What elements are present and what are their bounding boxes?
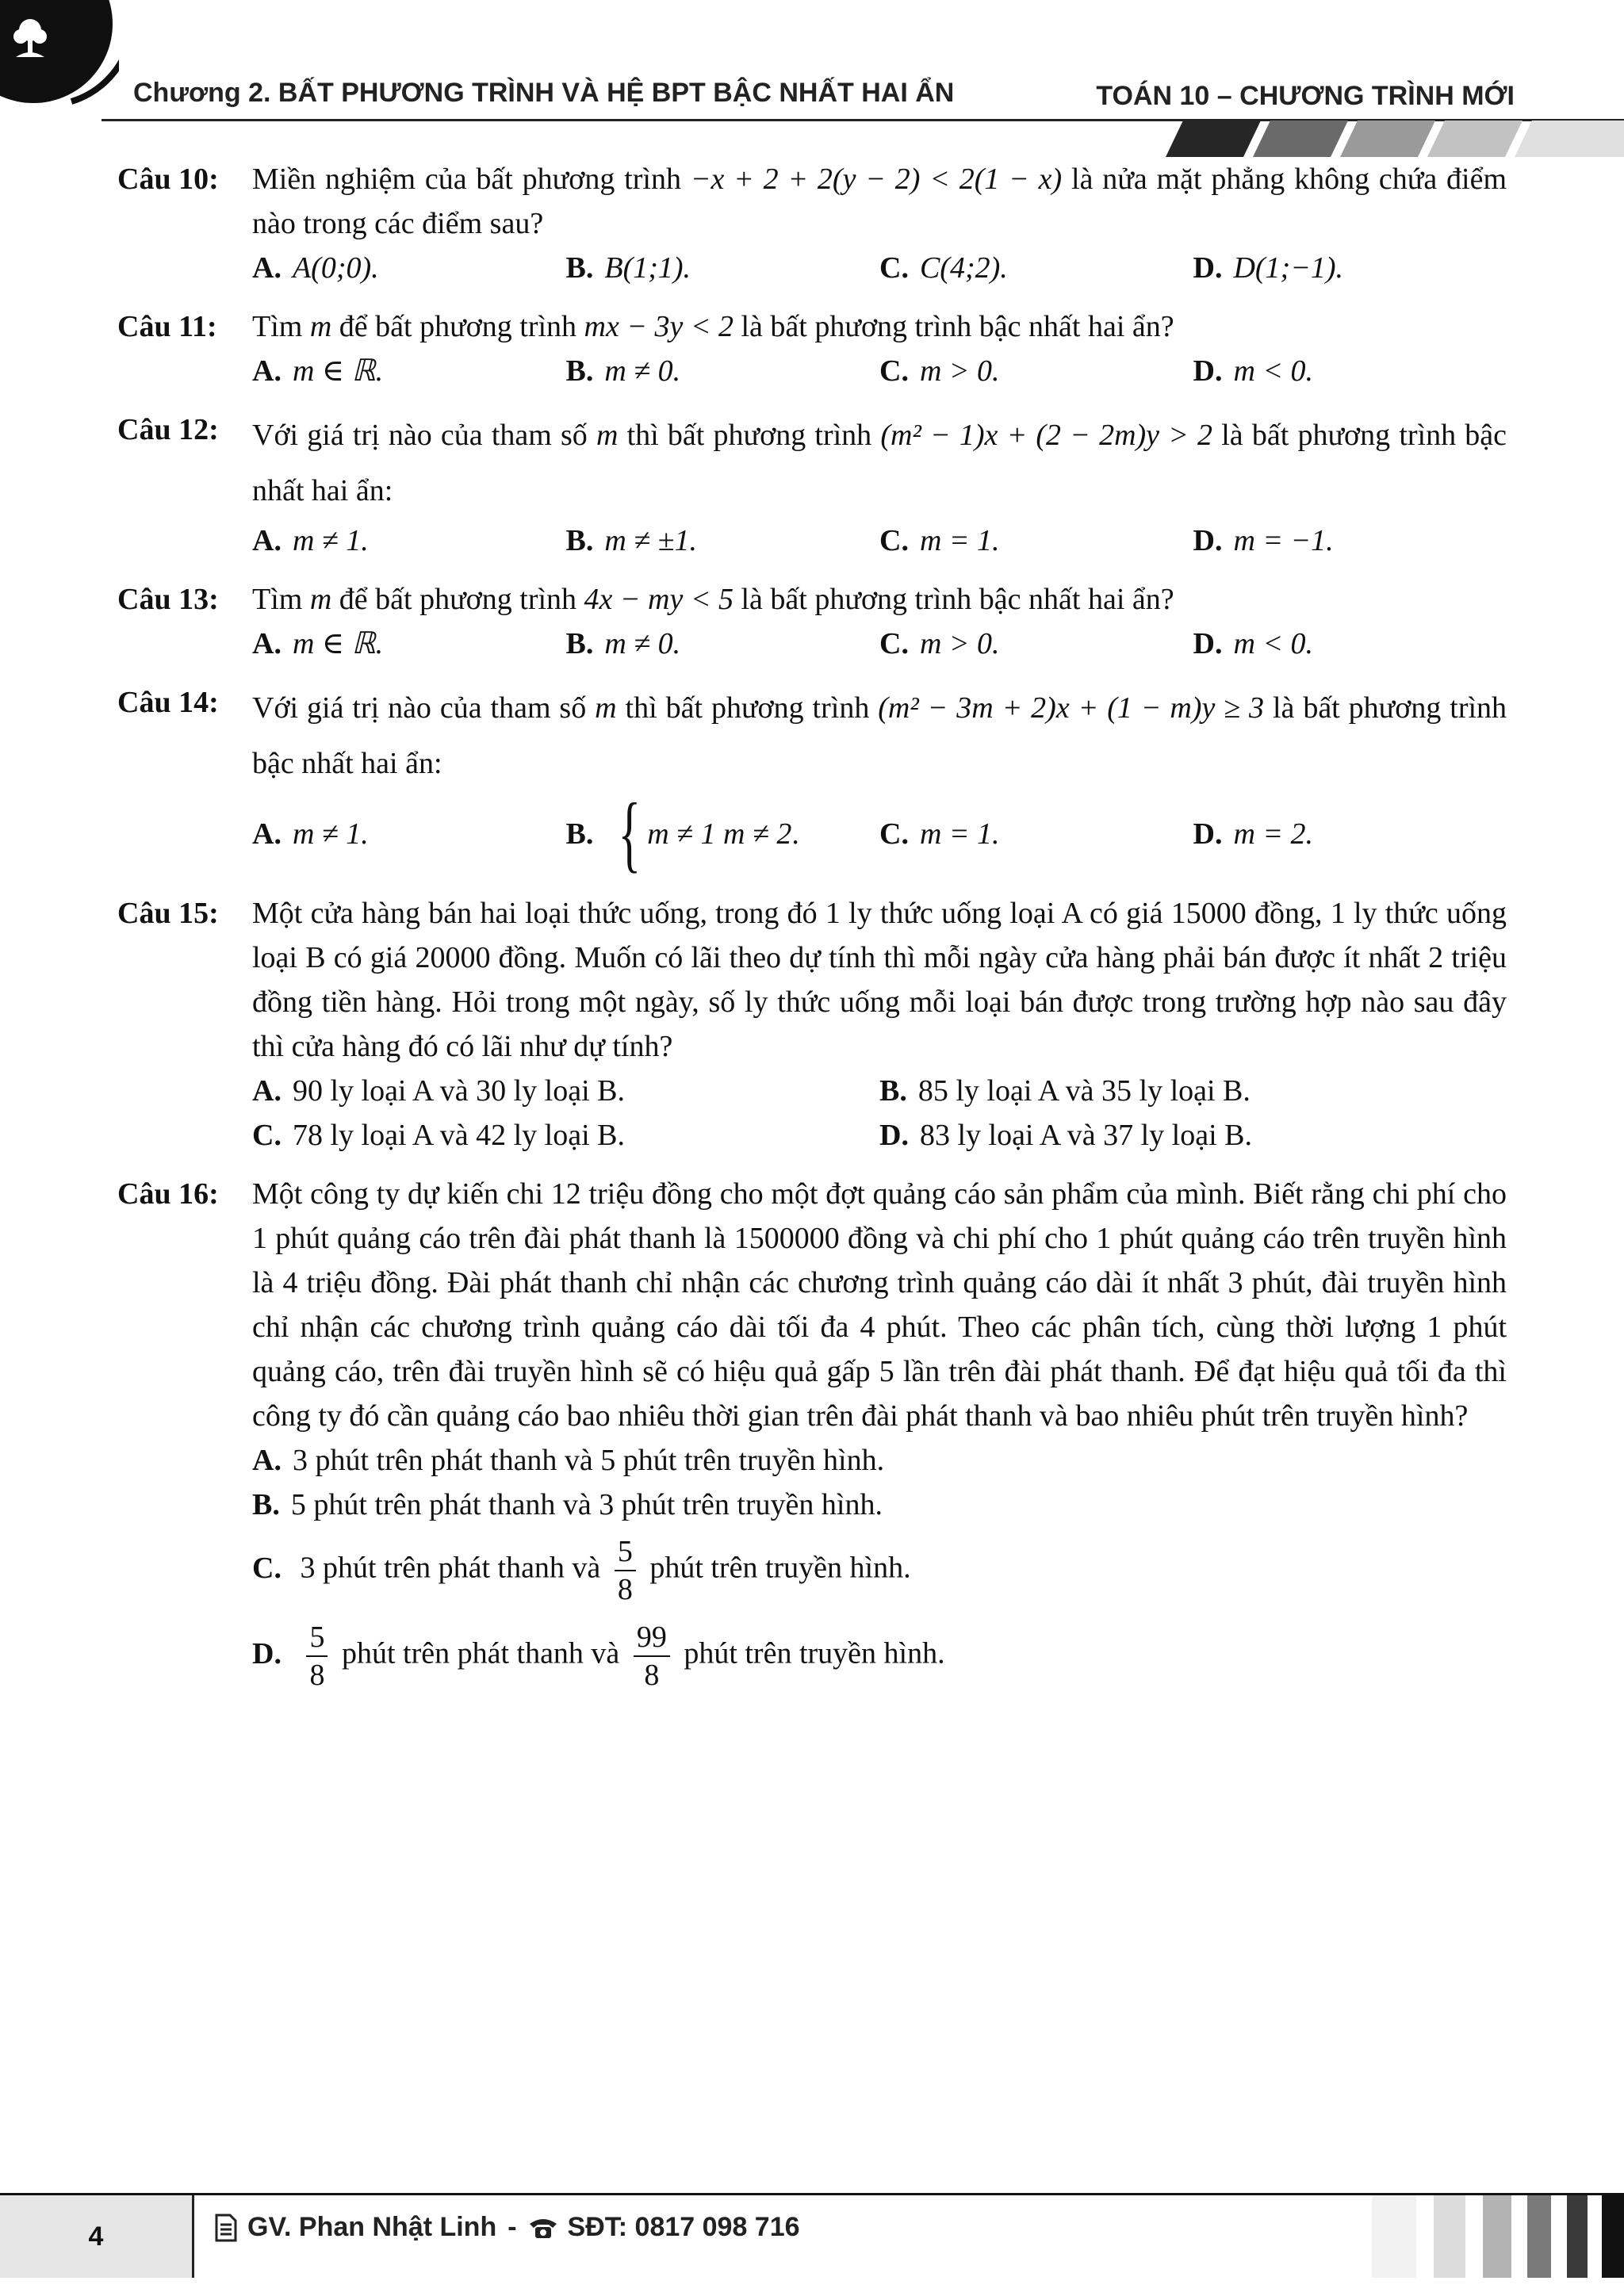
stem-text: để bất phương trình <box>339 310 577 343</box>
stem-text: là bất phương trình bậc nhất hai ẩn: <box>252 691 1507 780</box>
answer-options <box>252 1438 1507 1693</box>
stem-text: là bất phương trình bậc nhất hai ẩn: <box>252 419 1507 507</box>
option-text: m > 0. <box>919 354 1000 388</box>
fraction-numerator: 5 <box>615 1533 636 1571</box>
option-letter: D. <box>1193 354 1223 388</box>
option-b[interactable] <box>566 519 880 563</box>
question-label: Câu 12: <box>117 413 219 446</box>
option-letter: B. <box>565 524 594 557</box>
option-letter: D. <box>252 1636 282 1670</box>
question-stem: Một công ty dự kiến chi 12 triệu đồng cho một đợt quảng cáo sản phẩm của mình. Biết rằng chi phí cho 1 phút quảng cáo trên đài phát thanh là 1500000 đồng và chi phí cho 1 phút quảng cáo trên truyền hình là 4 triệu đồng. Đài phát thanh chỉ nhận các chương trình quảng cáo dài ít nhất 3 phút, đài truyền hình chỉ nhận các chương trình quảng cáo dài tối đa 4 phút. Theo các phân tích, cùng thời lượng 1 phút quảng cáo, trên đài truyền hình sẽ có hiệu quả gấp 5 lần trên đài phát thanh. Để đạt hiệu quả tối đa thì công ty đó cần quảng cáo bao nhiêu thời gian trên đài phát thanh và bao nhiêu phút trên truyền hình? <box>252 1177 1507 1433</box>
system-of-conditions <box>609 786 799 881</box>
option-text: m ≠ 0. <box>604 354 681 388</box>
option-text: 83 ly loại A và 37 ly loại B. <box>919 1119 1252 1152</box>
option-text: 78 ly loại A và 42 ly loại B. <box>292 1119 625 1152</box>
option-letter: A. <box>252 1444 282 1477</box>
option-c[interactable] <box>879 349 1193 393</box>
question-label: Câu 14: <box>117 686 219 719</box>
option-a[interactable] <box>252 349 566 393</box>
answer-options <box>252 519 1507 563</box>
question-15 <box>117 891 1507 1158</box>
footer-divider <box>192 2195 194 2278</box>
question-stem: Một cửa hàng bán hai loại thức uống, trong đó 1 ly thức uống loại A có giá 15000 đồng, 1 ly thức uống loại B có giá 20000 đồng. Muốn có lãi theo dự tính thì mỗi ngày cửa hàng phải bán được ít nhất 2 triệu đồng tiền hàng. Hỏi trong một ngày, số ly thức uống mỗi loại bán được trong trường hợp nào sau đây thì cửa hàng đó có lãi như dự tính? <box>252 897 1507 1063</box>
option-letter: C. <box>252 1551 282 1585</box>
option-d[interactable] <box>252 1619 1507 1693</box>
stem-text: thì bất phương trình <box>625 691 870 725</box>
math-variable: m <box>595 691 617 725</box>
option-a[interactable] <box>252 246 566 290</box>
question-stem <box>252 304 1507 349</box>
question-stem <box>252 680 1507 791</box>
option-text: A(0;0). <box>292 251 379 285</box>
option-letter: D. <box>1193 627 1223 660</box>
option-letter: B. <box>879 1074 907 1108</box>
option-b[interactable] <box>566 622 880 666</box>
question-14 <box>117 680 1507 881</box>
author-name: GV. Phan Nhật Linh <box>247 2212 497 2242</box>
option-letter: B. <box>565 817 594 851</box>
option-text: m ≠ 1. <box>292 817 369 851</box>
option-text: m < 0. <box>1233 627 1314 660</box>
option-c[interactable] <box>879 519 1193 563</box>
option-d[interactable] <box>1193 246 1507 290</box>
option-d[interactable] <box>879 1113 1507 1158</box>
question-13 <box>117 577 1507 666</box>
option-letter: A. <box>252 1074 282 1108</box>
question-10 <box>117 157 1507 290</box>
chapter-title: Chương 2. BẤT PHƯƠNG TRÌNH VÀ HỆ BPT BẬC NHẤT HAI ẨN <box>133 78 955 108</box>
question-label: Câu 15: <box>117 897 219 930</box>
fraction-numerator: 5 <box>306 1619 327 1657</box>
fraction-denominator: 8 <box>617 1573 633 1606</box>
page-number: 4 <box>88 2221 104 2252</box>
stem-text: thì bất phương trình <box>626 419 872 452</box>
option-letter: A. <box>252 251 282 285</box>
option-b[interactable] <box>565 786 880 881</box>
question-label: Câu 13: <box>117 583 219 616</box>
option-letter: D. <box>1193 817 1223 851</box>
question-11 <box>117 304 1507 393</box>
option-b[interactable] <box>566 246 880 290</box>
footer-bars-decoration <box>1372 2195 1624 2278</box>
math-expression: (m² − 1)x + (2 − 2m)y > 2 <box>880 419 1213 452</box>
fraction <box>615 1533 636 1608</box>
option-letter: C. <box>879 251 909 285</box>
option-text: m ≠ 1. <box>292 524 369 557</box>
option-text: m ∈ ℝ. <box>292 627 384 660</box>
telephone-icon <box>528 2216 558 2240</box>
answer-options <box>252 246 1507 290</box>
answer-options <box>252 1069 1507 1158</box>
option-text: 5 phút trên phát thanh và 3 phút trên truyền hình. <box>290 1488 883 1521</box>
option-a[interactable] <box>252 1069 879 1113</box>
course-title: TOÁN 10 – CHƯƠNG TRÌNH MỚI <box>1096 81 1515 111</box>
option-a[interactable] <box>252 622 566 666</box>
fraction-denominator: 8 <box>309 1659 325 1692</box>
option-letter: D. <box>879 1119 909 1152</box>
option-text: m ≠ 0. <box>604 627 681 660</box>
question-label: Câu 10: <box>117 163 219 196</box>
condition-line: m ≠ 1 <box>647 817 716 851</box>
question-16 <box>117 1172 1507 1693</box>
option-text: B(1;1). <box>604 251 691 285</box>
footer-separator: - <box>508 2212 517 2242</box>
option-text: m = −1. <box>1233 524 1334 557</box>
question-stem <box>252 408 1507 519</box>
option-suffix: . <box>791 817 799 851</box>
option-text: m > 0. <box>919 627 1000 660</box>
math-expression: −x + 2 + 2(y − 2) < 2(1 − x) <box>690 163 1063 196</box>
stem-text: Tìm <box>252 310 303 343</box>
option-c[interactable] <box>879 812 1193 856</box>
footer-contact <box>214 2212 800 2243</box>
answer-options <box>252 786 1507 881</box>
math-expression: mx − 3y < 2 <box>584 310 733 343</box>
fraction-denominator: 8 <box>644 1659 660 1692</box>
option-c[interactable] <box>252 1113 879 1158</box>
option-text: m < 0. <box>1233 354 1314 388</box>
stem-text: Với giá trị nào của tham số <box>252 691 587 725</box>
option-letter: D. <box>1193 524 1223 557</box>
stem-text: Với giá trị nào của tham số <box>252 419 588 452</box>
condition-line: m ≠ 2 <box>723 817 792 851</box>
math-variable: m <box>309 310 332 343</box>
stem-text: là nửa mặt phẳng không chứa điểm nào trong các điểm sau? <box>252 163 1507 240</box>
option-text: m ≠ ±1. <box>604 524 698 557</box>
header-stripes-decoration <box>1166 121 1624 157</box>
stem-text: để bất phương trình <box>339 583 577 616</box>
corner-tree-logo <box>0 0 119 127</box>
option-letter: A. <box>252 627 282 660</box>
answer-options <box>252 349 1507 393</box>
question-stem <box>252 577 1507 622</box>
option-letter: B. <box>565 627 594 660</box>
option-b[interactable] <box>252 1483 1507 1527</box>
math-expression: (m² − 3m + 2)x + (1 − m)y ≥ 3 <box>878 691 1265 725</box>
option-letter: C. <box>879 524 909 557</box>
stem-text: Tìm <box>252 583 303 616</box>
option-text: phút trên truyền hình. <box>684 1636 945 1670</box>
phone-number: SĐT: 0817 098 716 <box>567 2212 800 2242</box>
option-text: 85 ly loại A và 35 ly loại B. <box>917 1074 1251 1108</box>
question-label: Câu 11: <box>117 310 217 343</box>
stem-text: Miền nghiệm của bất phương trình <box>252 163 681 196</box>
question-label: Câu 16: <box>117 1177 219 1211</box>
option-a[interactable] <box>252 519 566 563</box>
math-variable: m <box>596 419 619 452</box>
option-letter: C. <box>252 1119 282 1152</box>
option-text: 3 phút trên phát thanh và <box>300 1551 601 1585</box>
math-variable: m <box>309 583 332 616</box>
option-d[interactable] <box>1193 519 1507 563</box>
fraction <box>634 1619 670 1693</box>
option-letter: A. <box>252 524 282 557</box>
option-text: 3 phút trên phát thanh và 5 phút trên truyền hình. <box>292 1444 885 1477</box>
stem-text: là bất phương trình bậc nhất hai ẩn? <box>741 310 1174 343</box>
option-letter: C. <box>879 354 909 388</box>
option-text: m ∈ ℝ. <box>292 354 384 388</box>
option-letter: B. <box>252 1488 280 1521</box>
option-letter: B. <box>565 251 594 285</box>
option-d[interactable] <box>1193 812 1507 856</box>
option-text: m = 1. <box>919 817 1000 851</box>
option-letter: B. <box>565 354 594 388</box>
option-c[interactable] <box>879 622 1193 666</box>
option-letter: A. <box>252 354 282 388</box>
option-letter: D. <box>1193 251 1223 285</box>
option-text: phút trên truyền hình. <box>649 1551 911 1585</box>
option-text: 90 ly loại A và 30 ly loại B. <box>292 1074 625 1108</box>
option-letter: A. <box>252 817 282 851</box>
fraction-numerator: 99 <box>634 1619 670 1657</box>
option-c[interactable] <box>879 246 1193 290</box>
option-a[interactable] <box>252 1438 1507 1483</box>
option-letter: C. <box>879 817 909 851</box>
option-text: m = 2. <box>1233 817 1314 851</box>
question-12 <box>117 408 1507 563</box>
option-text: m = 1. <box>919 524 1000 557</box>
stem-text: là bất phương trình bậc nhất hai ẩn? <box>741 583 1174 616</box>
option-b[interactable] <box>566 349 880 393</box>
option-a[interactable] <box>252 812 566 856</box>
option-c[interactable] <box>252 1533 1507 1608</box>
option-text: C(4;2). <box>919 251 1008 285</box>
question-stem <box>252 157 1507 246</box>
document-icon <box>214 2214 238 2242</box>
fraction <box>306 1619 327 1693</box>
option-b[interactable] <box>879 1069 1507 1113</box>
math-expression: 4x − my < 5 <box>584 583 733 616</box>
option-d[interactable] <box>1193 622 1507 666</box>
option-text: D(1;−1). <box>1233 251 1344 285</box>
option-letter: C. <box>879 627 909 660</box>
option-d[interactable] <box>1193 349 1507 393</box>
option-text: phút trên phát thanh và <box>341 1636 620 1670</box>
answer-options <box>252 622 1507 666</box>
left-brace: { <box>619 786 642 881</box>
